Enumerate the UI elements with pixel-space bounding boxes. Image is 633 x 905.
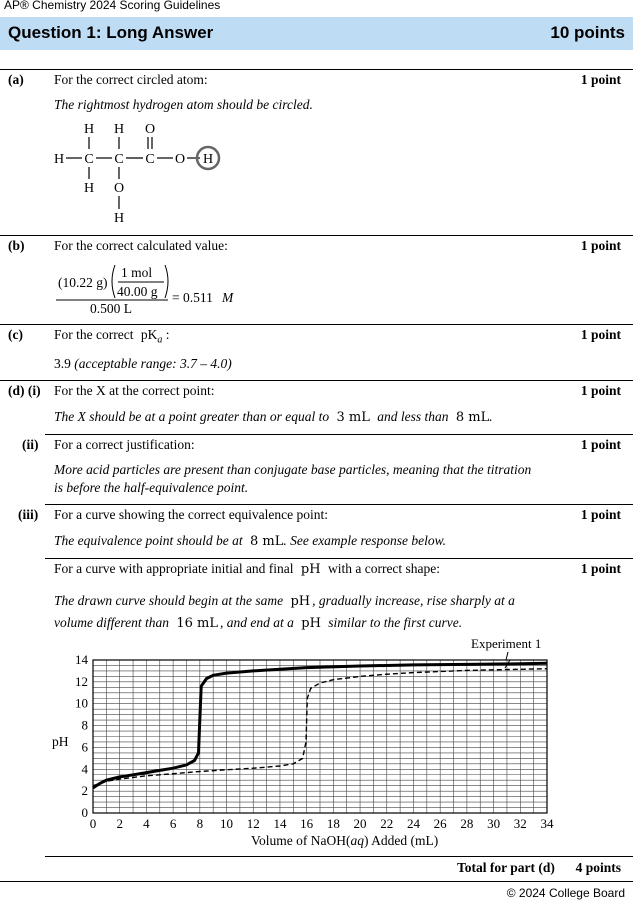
titration-chart bbox=[0, 630, 633, 852]
part-c-criterion: For the correct $pK_a$ : bbox=[54, 327, 170, 346]
part-a-criterion: For the correct circled atom: bbox=[54, 72, 208, 87]
question-header-bar bbox=[0, 17, 633, 50]
chart-grid bbox=[93, 660, 547, 813]
atom-c: C bbox=[84, 152, 94, 167]
part-d-iv-point: 1 point bbox=[580, 561, 621, 576]
y-tick-label: 4 bbox=[81, 761, 88, 777]
part-c-point: 1 point bbox=[580, 327, 621, 342]
x-axis-label: Volume of NaOH(aq) Added (mL) bbox=[251, 833, 439, 848]
part-d-i-note: The X should be at a point greater than or equal to 3 mL and less than 8 mL. bbox=[54, 409, 493, 425]
part-d-iii-note: The equivalence point should be at 8 mL. See example response below. bbox=[54, 533, 447, 549]
x-tick-label: 20 bbox=[353, 816, 367, 831]
y-tick-label: 12 bbox=[75, 673, 88, 689]
eq-result: = 0.511 bbox=[172, 290, 213, 305]
x-tick-label: 10 bbox=[220, 816, 234, 831]
divider bbox=[45, 504, 633, 505]
eq-frac-top: 1 mol bbox=[121, 265, 153, 280]
part-a-label: (a) bbox=[8, 72, 24, 87]
part-b-criterion: For the correct calculated value: bbox=[54, 238, 228, 253]
y-tick-label: 14 bbox=[75, 652, 88, 667]
part-d-i-point: 1 point bbox=[580, 383, 621, 398]
question-title: Question 1: Long Answer bbox=[8, 23, 214, 42]
divider bbox=[0, 324, 633, 325]
atom-h: H bbox=[83, 181, 95, 196]
x-tick-label: 4 bbox=[143, 816, 150, 831]
part-d-iii-criterion: For a curve showing the correct equivalence point: bbox=[54, 507, 329, 522]
divider bbox=[0, 881, 633, 882]
atom-c: C bbox=[145, 152, 155, 167]
footer-copyright: © 2024 College Board bbox=[506, 886, 625, 900]
x-tick-label: 26 bbox=[433, 816, 447, 831]
part-b-label: (b) bbox=[8, 238, 25, 253]
x-tick-label: 32 bbox=[513, 816, 527, 831]
total-label: Total for part (d) bbox=[457, 860, 555, 875]
atom-h: H bbox=[53, 152, 65, 167]
divider bbox=[0, 380, 633, 381]
eq-frac-bot: 40.00 g bbox=[117, 284, 158, 299]
x-tick-label: 8 bbox=[196, 816, 204, 831]
lewis-structure bbox=[48, 118, 238, 228]
total-points: 4 points bbox=[575, 860, 621, 875]
x-tick-label: 0 bbox=[89, 816, 97, 831]
bonds bbox=[66, 137, 200, 209]
part-d-ii-criterion: For a correct justification: bbox=[54, 437, 195, 452]
x-tick-label: 34 bbox=[540, 816, 554, 831]
x-tick-label: 6 bbox=[169, 816, 177, 831]
x-tick-label: 14 bbox=[273, 816, 287, 831]
divider bbox=[45, 558, 633, 559]
part-c-answer: 3.9 (acceptable range: 3.7 – 4.0) bbox=[54, 356, 232, 371]
x-tick-label: 12 bbox=[246, 816, 260, 831]
atom-c: C bbox=[114, 152, 124, 167]
part-c-label: (c) bbox=[8, 327, 23, 342]
y-tick-label: 6 bbox=[81, 739, 88, 755]
part-d-iii-point: 1 point bbox=[580, 507, 621, 522]
y-axis-label: pH bbox=[52, 734, 69, 749]
pka-symbol: $pK_a$ bbox=[140, 327, 163, 346]
x-tick-label: 18 bbox=[326, 816, 340, 831]
atom-h-circled: H bbox=[202, 152, 214, 167]
part-d-ii-note-1: More acid particles are present than conjugate base particles, meaning that the titration bbox=[54, 462, 532, 477]
part-d-ii-note-2: is before the half-equivalence point. bbox=[54, 480, 249, 495]
atom-o: O bbox=[144, 122, 156, 137]
divider bbox=[0, 235, 633, 236]
atom-o: O bbox=[174, 152, 186, 167]
x-tick-label: 2 bbox=[116, 816, 123, 831]
part-d-iv-criterion: For a curve with appropriate initial and final pH with a correct shape: bbox=[54, 561, 441, 577]
question-points: 10 points bbox=[550, 23, 625, 42]
part-b-point: 1 point bbox=[580, 238, 621, 253]
y-tick-label: 2 bbox=[81, 783, 88, 799]
y-tick-label: 8 bbox=[81, 717, 88, 733]
eq-denominator: 0.500 L bbox=[90, 301, 132, 316]
part-c-criterion-pre: For the correct bbox=[54, 327, 134, 342]
divider bbox=[0, 69, 633, 70]
part-a-note: The rightmost hydrogen atom should be circled. bbox=[54, 97, 313, 112]
part-d-iii-label: (iii) bbox=[18, 507, 39, 522]
part-d-label: (d) (i) bbox=[8, 383, 41, 398]
part-a-point: 1 point bbox=[580, 72, 621, 87]
x-tick-label: 22 bbox=[380, 816, 394, 831]
document-title: AP® Chemistry 2024 Scoring Guidelines bbox=[4, 0, 221, 12]
part-d-iv-note-1: The drawn curve should begin at the same pH , gradually increase, rise sharply at a bbox=[54, 593, 515, 609]
y-tick-labels bbox=[75, 652, 89, 820]
part-d-i-criterion: For the X at the correct point: bbox=[54, 383, 215, 398]
part-d-ii-point: 1 point bbox=[580, 437, 621, 452]
x-tick-label: 16 bbox=[300, 816, 314, 831]
part-d-ii-label: (ii) bbox=[22, 437, 39, 452]
y-tick-label: 10 bbox=[75, 695, 88, 711]
x-tick-label: 24 bbox=[406, 816, 420, 831]
divider bbox=[45, 856, 633, 857]
y-tick-label: 0 bbox=[81, 805, 88, 820]
eq-unit: M bbox=[222, 290, 234, 305]
atom-h: H bbox=[83, 122, 95, 137]
calc-equation bbox=[52, 260, 272, 320]
x-tick-label: 28 bbox=[460, 816, 474, 831]
experiment-1-annotation: Experiment 1 bbox=[471, 636, 542, 651]
atom-h: H bbox=[113, 122, 125, 137]
atom-h: H bbox=[113, 211, 125, 226]
x-tick-label: 30 bbox=[487, 816, 501, 831]
atom-o: O bbox=[113, 181, 125, 196]
eq-mass: (10.22 g) bbox=[58, 275, 108, 290]
part-d-iv-note-2: volume different than 16 mL , and end at a pH similar to the first curve. bbox=[54, 615, 463, 631]
x-tick-labels bbox=[90, 816, 554, 831]
divider bbox=[45, 434, 633, 435]
